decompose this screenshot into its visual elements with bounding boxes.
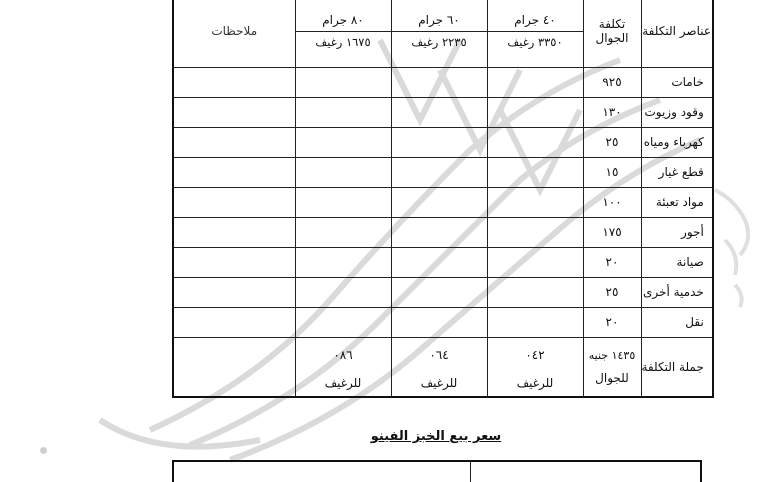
empty-cell <box>487 127 583 157</box>
row-cost-value: ٩٢٥ <box>583 67 641 97</box>
table-row <box>173 217 713 247</box>
size-weight: ٦٠ جرام <box>392 13 487 32</box>
empty-cell <box>173 337 295 397</box>
header-cost-items: عناصر التكلفة <box>641 0 713 67</box>
per-loaf-cell-40g <box>487 337 583 397</box>
empty-cell <box>295 307 391 337</box>
total-cost-per-bag: للجوال <box>595 370 629 385</box>
row-cost-value: ٢٥ <box>583 127 641 157</box>
empty-cell <box>391 67 487 97</box>
empty-cell <box>391 277 487 307</box>
size-loaf-count: ١٦٧٥ رغيف <box>315 35 371 50</box>
row-item-label: خامات <box>641 67 713 97</box>
empty-cell <box>487 187 583 217</box>
table-row <box>173 97 713 127</box>
empty-cell <box>391 127 487 157</box>
size-weight: ٨٠ جرام <box>296 13 391 32</box>
row-item-label: صيانة <box>641 247 713 277</box>
total-row <box>173 337 713 397</box>
per-loaf-value: ٠٨٦ <box>333 347 353 362</box>
empty-cell <box>295 187 391 217</box>
size-weight: ٤٠ جرام <box>488 13 583 32</box>
empty-cell <box>173 247 295 277</box>
decorative-dot <box>40 447 47 454</box>
table-row <box>173 307 713 337</box>
empty-cell <box>295 157 391 187</box>
empty-cell <box>487 277 583 307</box>
total-label: جملة التكلفة <box>641 337 713 397</box>
empty-cell <box>487 217 583 247</box>
per-loaf-unit: للرغيف <box>420 375 458 390</box>
empty-cell <box>391 187 487 217</box>
per-loaf-cell-80g <box>295 337 391 397</box>
empty-cell <box>487 67 583 97</box>
empty-cell <box>173 277 295 307</box>
row-cost-value: ١٠٠ <box>583 187 641 217</box>
empty-cell <box>295 97 391 127</box>
table-row <box>173 277 713 307</box>
empty-cell <box>487 247 583 277</box>
row-item-label: أجور <box>641 217 713 247</box>
per-loaf-cell-60g <box>391 337 487 397</box>
total-cost-value: ١٤٣٥ جنيه <box>588 348 636 362</box>
empty-cell <box>295 127 391 157</box>
empty-cell <box>295 217 391 247</box>
empty-cell <box>391 307 487 337</box>
empty-cell <box>295 247 391 277</box>
row-cost-value: ٢٠ <box>583 307 641 337</box>
row-item-label: نقل <box>641 307 713 337</box>
row-cost-value: ١٥ <box>583 157 641 187</box>
empty-cell <box>173 127 295 157</box>
row-cost-value: ١٣٠ <box>583 97 641 127</box>
header-notes: ملاحظات <box>173 0 295 67</box>
header-bag-cost: تكلفة الجوال <box>583 0 641 67</box>
empty-cell <box>173 187 295 217</box>
table-row <box>173 247 713 277</box>
row-cost-value: ٢٥ <box>583 277 641 307</box>
per-loaf-unit: للرغيف <box>324 375 362 390</box>
per-loaf-value: ٠٤٢ <box>525 347 545 362</box>
section-title: سعر بيع الخبز الفينو <box>370 429 502 444</box>
size-loaf-count: ٢٢٣٥ رغيف <box>411 35 467 50</box>
empty-cell <box>295 67 391 97</box>
empty-cell <box>173 67 295 97</box>
row-item-label: قطع غيار <box>641 157 713 187</box>
table-row <box>173 187 713 217</box>
per-loaf-value: ٠٦٤ <box>429 347 449 362</box>
table-header-row <box>173 0 713 25</box>
header-size-60g <box>391 0 487 67</box>
table-row <box>173 127 713 157</box>
table-divider <box>470 462 471 482</box>
row-item-label: وقود وزيوت <box>641 97 713 127</box>
total-cost-cell <box>583 337 641 397</box>
empty-cell <box>391 247 487 277</box>
header-size-40g <box>487 0 583 67</box>
empty-cell <box>391 217 487 247</box>
empty-cell <box>487 307 583 337</box>
empty-cell <box>295 277 391 307</box>
empty-cell <box>173 307 295 337</box>
next-table-top-edge <box>172 460 702 482</box>
table-row <box>173 67 713 97</box>
empty-cell <box>173 97 295 127</box>
row-item-label: مواد تعبئة <box>641 187 713 217</box>
empty-cell <box>173 157 295 187</box>
header-size-80g <box>295 0 391 67</box>
per-loaf-unit: للرغيف <box>516 375 554 390</box>
table-row <box>173 157 713 187</box>
row-cost-value: ٢٠ <box>583 247 641 277</box>
empty-cell <box>487 97 583 127</box>
row-item-label: خدمية أخرى <box>641 277 713 307</box>
empty-cell <box>391 97 487 127</box>
row-cost-value: ١٧٥ <box>583 217 641 247</box>
empty-cell <box>391 157 487 187</box>
empty-cell <box>487 157 583 187</box>
row-item-label: كهرباء ومياه <box>641 127 713 157</box>
size-loaf-count: ٣٣٥٠ رغيف <box>507 35 563 50</box>
cost-table <box>172 0 714 398</box>
empty-cell <box>173 217 295 247</box>
